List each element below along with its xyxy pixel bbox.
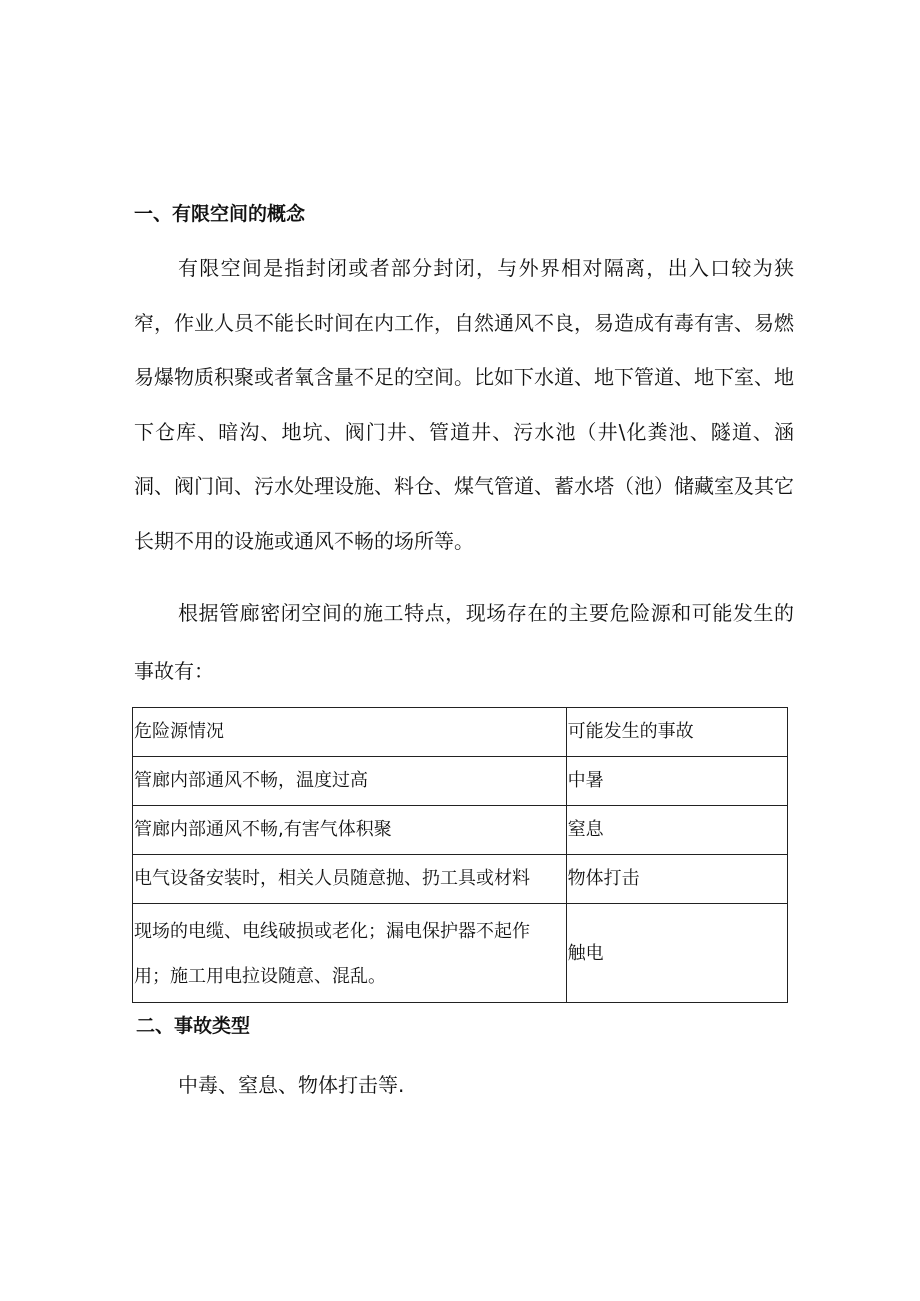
table-header-hazard: 危险源情况 [133,708,567,757]
table-cell-accident: 物体打击 [566,855,787,904]
table-cell-hazard: 电气设备安装时，相关人员随意抛、扔工具或材料 [133,855,567,904]
table-row [133,806,788,855]
table-row [133,757,788,806]
table-cell-accident: 窒息 [566,806,787,855]
table-cell-hazard: 管廊内部通风不畅，温度过高 [133,757,567,806]
table-cell-accident: 触电 [566,904,787,1003]
section-heading-accident-types: 二、事故类型 [136,1015,251,1037]
table-cell-accident: 中暑 [566,757,787,806]
accident-types-paragraph: 中毒、窒息、物体打击等. [178,1073,405,1097]
table-row [133,855,788,904]
table-cell-hazard: 现场的电缆、电线破损或老化；漏电保护器不起作用；施工用电拉设随意、混乱。 [133,904,567,1003]
table-header-row [133,708,788,757]
table-row [133,904,788,1003]
table-cell-hazard: 管廊内部通风不畅,有害气体积聚 [133,806,567,855]
hazard-table [132,707,788,1003]
hazard-intro-paragraph: 根据管廊密闭空间的施工特点，现场存在的主要危险源和可能发生的事故有： [134,601,794,683]
table-header-accident: 可能发生的事故 [566,708,787,757]
concept-paragraph: 有限空间是指封闭或者部分封闭，与外界相对隔离，出入口较为狭窄，作业人员不能长时间在内工作，自然通风不良，易造成有毒有害、易燃易爆物质积聚或者氧含量不足的空间。比如下水道、地下管道、地下室、地下仓库、暗沟、地坑、阀门井、管道井、污水池（井\化粪池、隧道、涵洞、阀门间、污水处理设施、料仓、煤气管道、蓄水塔（池）储藏室及其它长期不用的设施或通风不畅的场所等。 [134,256,794,553]
section-heading-concept: 一、有限空间的概念 [134,203,306,225]
